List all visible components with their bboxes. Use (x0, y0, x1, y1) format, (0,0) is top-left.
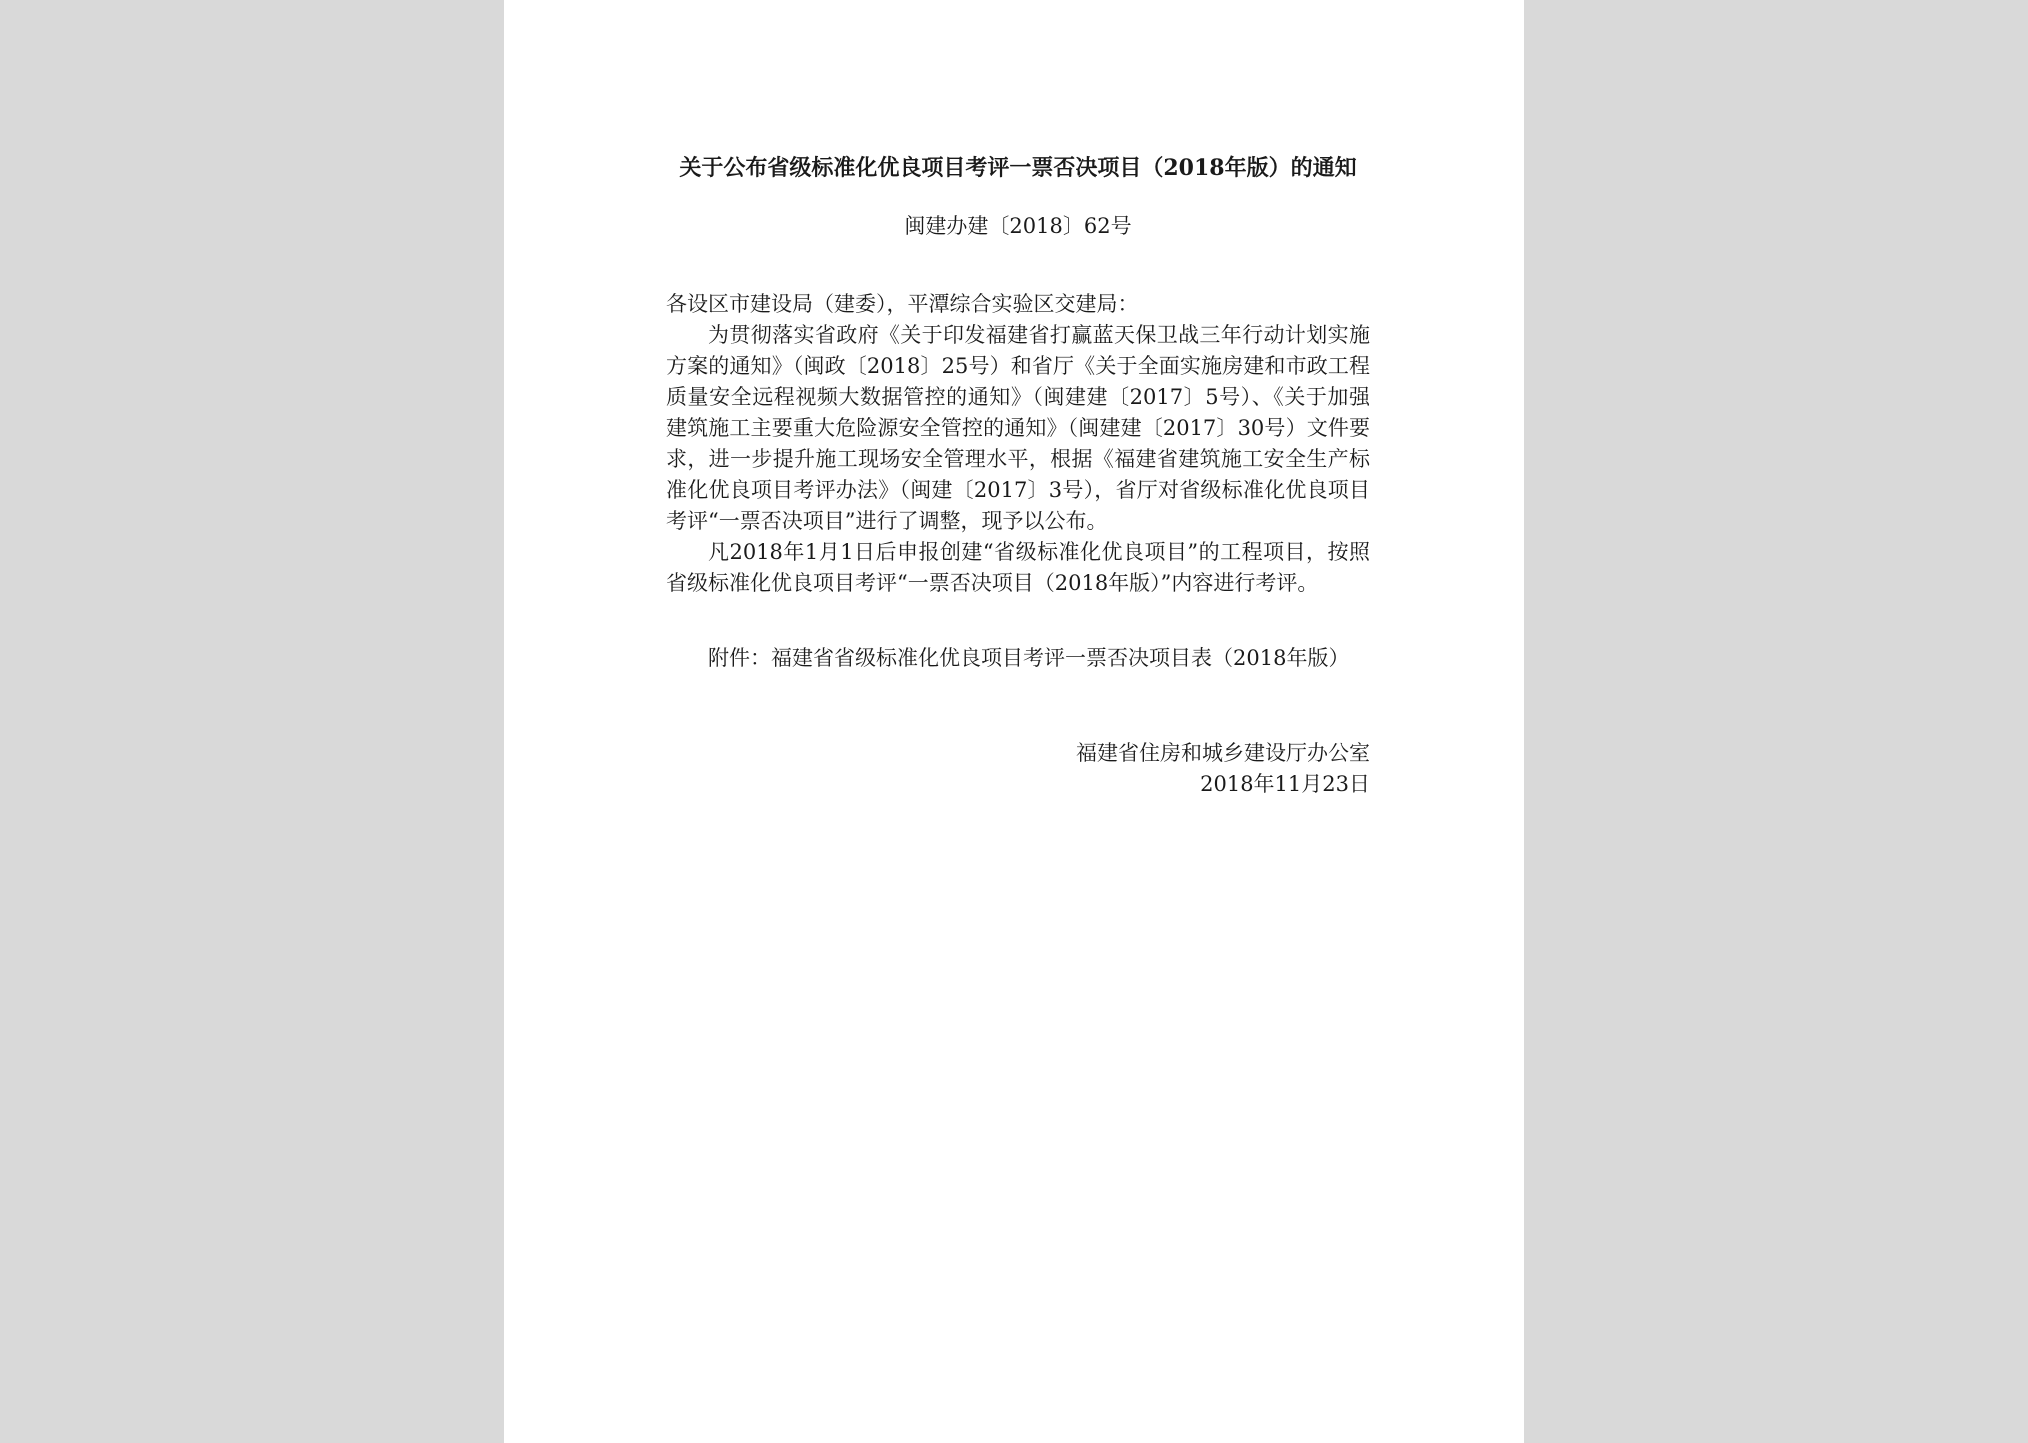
document-title: 关于公布省级标准化优良项目考评一票否决项目（2018年版）的通知 (679, 155, 1357, 181)
document-number: 闽建办建〔2018〕62号 (904, 214, 1132, 238)
attachment-note: 附件：福建省省级标准化优良项目考评一票否决项目表（2018年版） (708, 646, 1350, 670)
salutation: 各设区市建设局（建委），平潭综合实验区交建局： (666, 292, 1139, 316)
issuer-name: 福建省住房和城乡建设厅办公室 (1076, 741, 1370, 765)
document-body (666, 289, 1370, 599)
signature-block (666, 738, 1370, 800)
body-paragraph-1: 为贯彻落实省政府《关于印发福建省打赢蓝天保卫战三年行动计划实施方案的通知》（闽政〔2018〕25号）和省厅《关于全面实施房建和市政工程质量安全远程视频大数据管控的通知》（闽建建〔2017〕5号）、《关于加强建筑施工主要重大危险源安全管控的通知》（闽建建〔2017〕30号）文件要求，进一步提升施工现场安全管理水平，根据《福建省建筑施工安全生产标准化优良项目考评办法》（闽建〔2017〕3号），省厅对省级标准化优良项目考评“一票否决项目”进行了调整，现予以公布。 (666, 323, 1370, 533)
issue-date: 2018年11月23日 (1200, 772, 1370, 796)
body-paragraph-2: 凡2018年1月1日后申报创建“省级标准化优良项目”的工程项目，按照省级标准化优良项目考评“一票否决项目（2018年版）”内容进行考评。 (666, 540, 1370, 595)
document-content (666, 152, 1370, 800)
document-page (504, 0, 1524, 1443)
